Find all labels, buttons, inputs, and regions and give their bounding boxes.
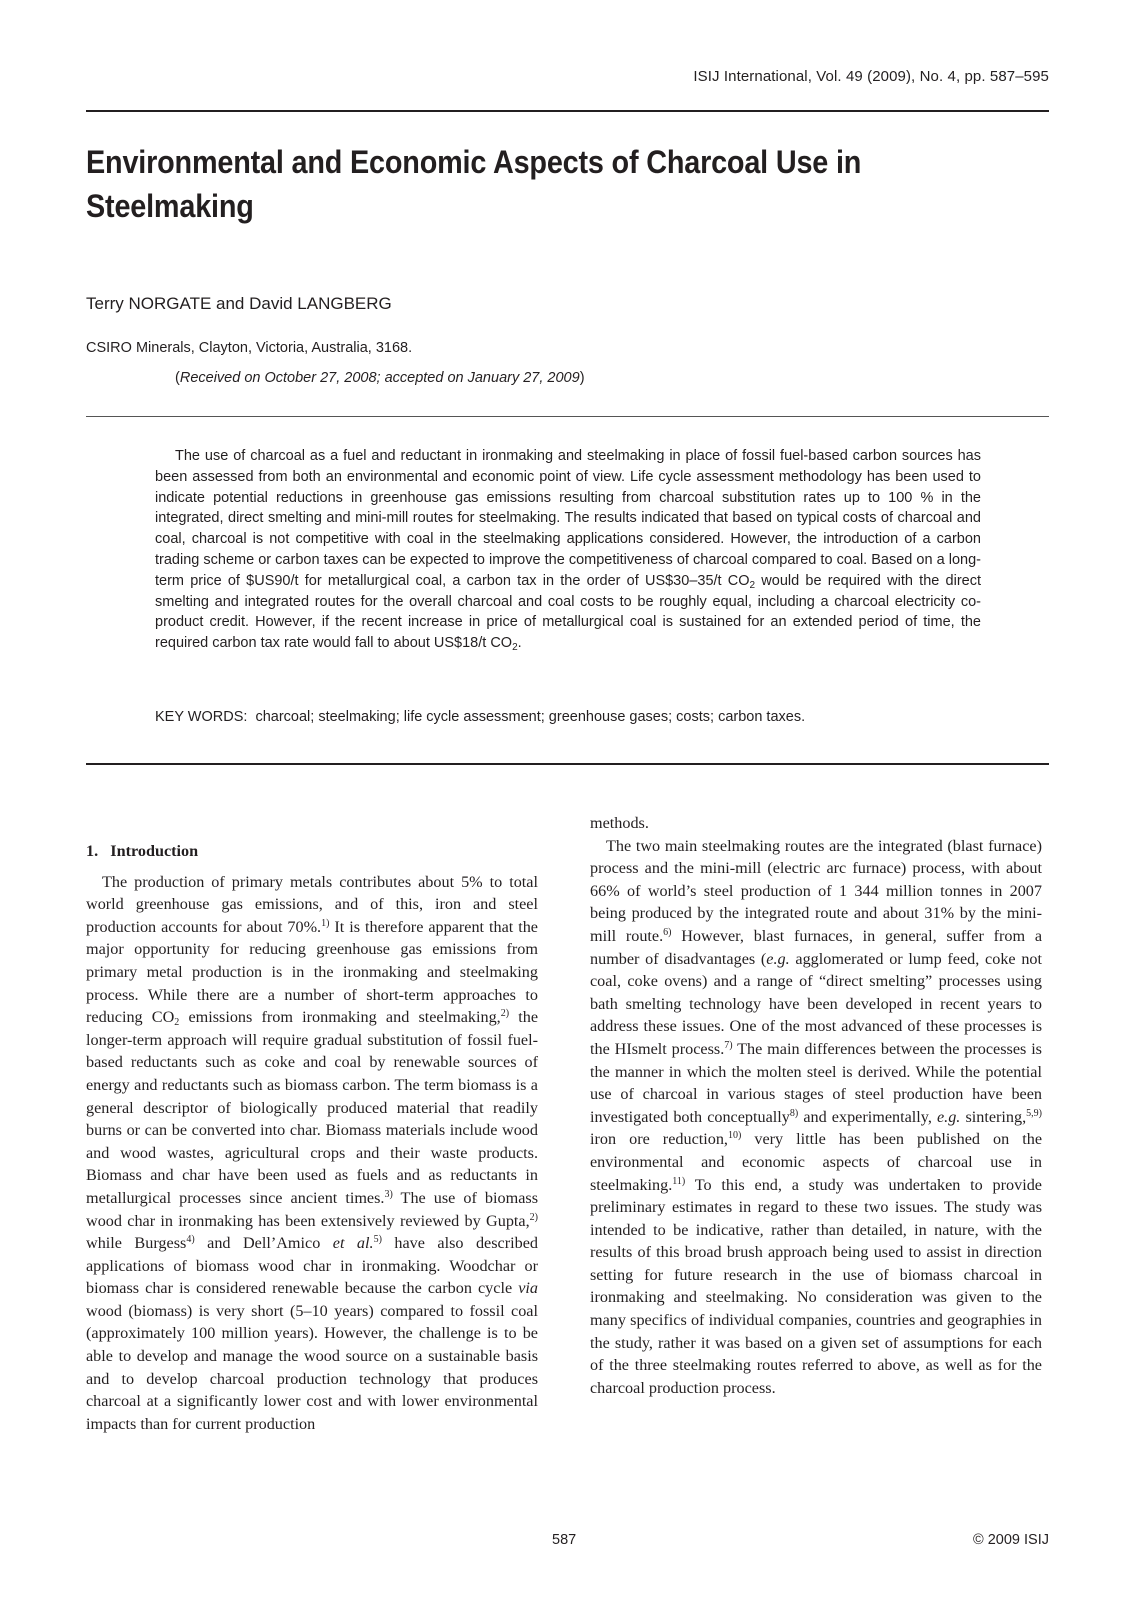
section-title: Introduction — [110, 842, 199, 860]
top-divider — [86, 110, 1049, 112]
citation: 2) — [500, 1008, 510, 1020]
intro-paragraph-2 — [590, 835, 1042, 1400]
text-run: The use of biomass wood char in ironmaking has been extensively reviewed by Gupta, — [86, 1188, 538, 1230]
citation: 1) — [321, 917, 330, 929]
citation: 7) — [724, 1039, 733, 1051]
abstract-subscript-1: 2 — [749, 579, 756, 591]
text-run: the longer-term approach will require gradual substitution of fossil fuel-based reductants such as coke and coal by renewable sources of energy and reductants such as biomass carbon. The term biomass is a general descriptor of biologically produced material that readily burns or can be converted into char. Biomass materials include wood and wood wastes, agricultural crops and their waste products. Biomass and char have been used as fuels and as reductants in metallurgical processes since ancient times. — [86, 1008, 539, 1207]
text-run: while Burgess — [86, 1234, 187, 1253]
citation: 3) — [384, 1188, 393, 1200]
text-run: agglomerated or lump feed, coke not coal, coke ovens) and a range of “direct smelting” processes using bath smelting technology have been developed in recent years to address these issues. One of the most advanced of these processes is the HIsmelt process. — [590, 949, 1042, 1058]
affiliation: CSIRO Minerals, Clayton, Victoria, Australia, 3168. — [86, 340, 413, 356]
italic-text: et al. — [332, 1234, 374, 1253]
abstract-subscript-2: 2 — [512, 642, 518, 654]
paper-title: Environmental and Economic Aspects of Charcoal Use in Steelmaking — [86, 144, 862, 224]
body-column-left — [86, 830, 538, 1435]
text-run: and Dell’Amico — [194, 1234, 333, 1253]
citation: 5) — [373, 1234, 382, 1246]
citation: 6) — [663, 926, 672, 938]
text-run: To this end, a study was undertaken to provide preliminary estimates in regard to these two issues. The study was intended to be indicative, rather than detailed, in nature, with the results of this broad brush approach being used to assist in direction setting for future research in the use of biomass charcoal in ironmaking and steelmaking. No consideration was given to the many specifics of individual companies, countries and geographies in the study, rather it was based on a given set of assumptions for each of the three steelmaking routes referred to above, as well as for the charcoal production process. — [590, 1175, 1042, 1397]
italic-text: e.g. — [936, 1107, 961, 1126]
text-run: and experimentally, — [798, 1107, 937, 1126]
citation: 2) — [529, 1211, 538, 1223]
text-run: The two main steelmaking routes are the integrated (blast furnace) process and the mini-mill (electric arc furnace) process, with about 66% of world’s steel production of 1 344 million tonnes in 2007 being produced by the integrated route and about 31% by the mini-mill route. — [590, 836, 1042, 945]
abstract-top-divider — [86, 416, 1049, 417]
text-run: However, blast furnaces, in general, suffer from a number of disadvantages ( — [590, 926, 1043, 968]
authors: Terry NORGATE and David LANGBERG — [86, 294, 392, 313]
citation: 4) — [186, 1234, 195, 1246]
citation: 8) — [789, 1107, 799, 1119]
text-run: The production of primary metals contributes about 5% to total world greenhouse gas emissions, and of this, iron and steel production accounts for about 70%. — [86, 872, 538, 936]
text-run: sintering, — [960, 1107, 1027, 1126]
received-open: ( — [175, 370, 180, 386]
text-run: wood (biomass) is very short (5–10 years) compared to fossil coal (approximately 100 million years). However, the challenge is to be able to develop and manage the wood source on a sustainable basis and to develop charcoal production technology that produces charcoal at a significantly lower cost and with lower environmental impacts than for current production — [86, 1301, 538, 1433]
received-close: ) — [579, 370, 585, 386]
text-run: very little has been published on the environmental and economic aspects of charcoal use in steelmaking. — [590, 1130, 1043, 1194]
text-run: emissions from ironmaking and steelmaking, — [179, 1008, 501, 1027]
keywords — [155, 709, 805, 725]
section-number: 1. — [86, 842, 99, 860]
italic-text: e.g. — [766, 949, 790, 968]
intro-paragraph-1-continued: methods. — [590, 814, 649, 832]
abstract — [155, 446, 981, 654]
received-dates — [175, 370, 585, 386]
body-column-right — [590, 814, 1043, 1399]
received-text: Received on October 27, 2008; accepted on January 27, 2009 — [179, 370, 580, 386]
abstract-text-1: The use of charcoal as a fuel and reductant in ironmaking and steelmaking in place of fossil fuel-based carbon sources has been assessed from both an environmental and economic point of view. Life cycle assessment methodology has been used to indicate potential reductions in greenhouse gas emissions resulting from charcoal substitution rates up to 100 % in the integrated, direct smelting and mini-mill routes for steelmaking. The results indicated that based on typical costs of charcoal and coal, charcoal is not competitive with coal in the steelmaking applications considered. However, the introduction of a carbon trading scheme or carbon taxes can be expected to improve the competitiveness of charcoal compared to coal. Based on a long-term price of $US90/t for metallurgical coal, a carbon tax in the order of US$30–35/t CO — [155, 448, 981, 589]
text-run: It is therefore apparent that the major opportunity for reducing greenhouse gas emissions from primary metal production is in the ironmaking and steelmaking process. While there are a number of short-term approaches to reducing CO — [86, 917, 538, 1027]
copyright: © 2009 ISIJ — [973, 1532, 1049, 1548]
citation: 10) — [727, 1130, 742, 1142]
abstract-text-2: would be required with the direct smelting and integrated routes for the overall charcoal and coal costs to be roughly equal, including a charcoal electricity co-product credit. However, if the recent increase in price of metallurgical coal is sustained for an extended period of time, the required carbon tax rate would fall to about US$18/t CO — [155, 572, 981, 652]
keywords-text: charcoal; steelmaking; life cycle assessment; greenhouse gases; costs; carbon taxes. — [255, 709, 806, 725]
abstract-end: . — [517, 635, 522, 652]
citation: 5,9) — [1026, 1107, 1042, 1119]
intro-paragraph-1 — [86, 871, 538, 1436]
text-run: The main differences between the processes is the manner in which the molten steel is derived. While the potential use of charcoal in various stages of steel production have been investigated both conceptually — [590, 1039, 1042, 1126]
text-run: have also described applications of biomass wood char in ironmaking. Woodchar or biomass char is considered renewable because the carbon cycle — [86, 1234, 538, 1298]
citation: 11) — [672, 1175, 686, 1187]
keywords-label: KEY WORDS: — [155, 709, 248, 725]
abstract-bottom-divider — [86, 763, 1049, 765]
page-number: 587 — [552, 1532, 577, 1548]
text-run: iron ore reduction, — [590, 1130, 728, 1149]
section-heading — [86, 840, 538, 863]
italic-text: via — [518, 1279, 538, 1298]
journal-reference: ISIJ International, Vol. 49 (2009), No. 4, pp. 587–595 — [693, 68, 1049, 85]
subscript: 2 — [174, 1017, 180, 1029]
